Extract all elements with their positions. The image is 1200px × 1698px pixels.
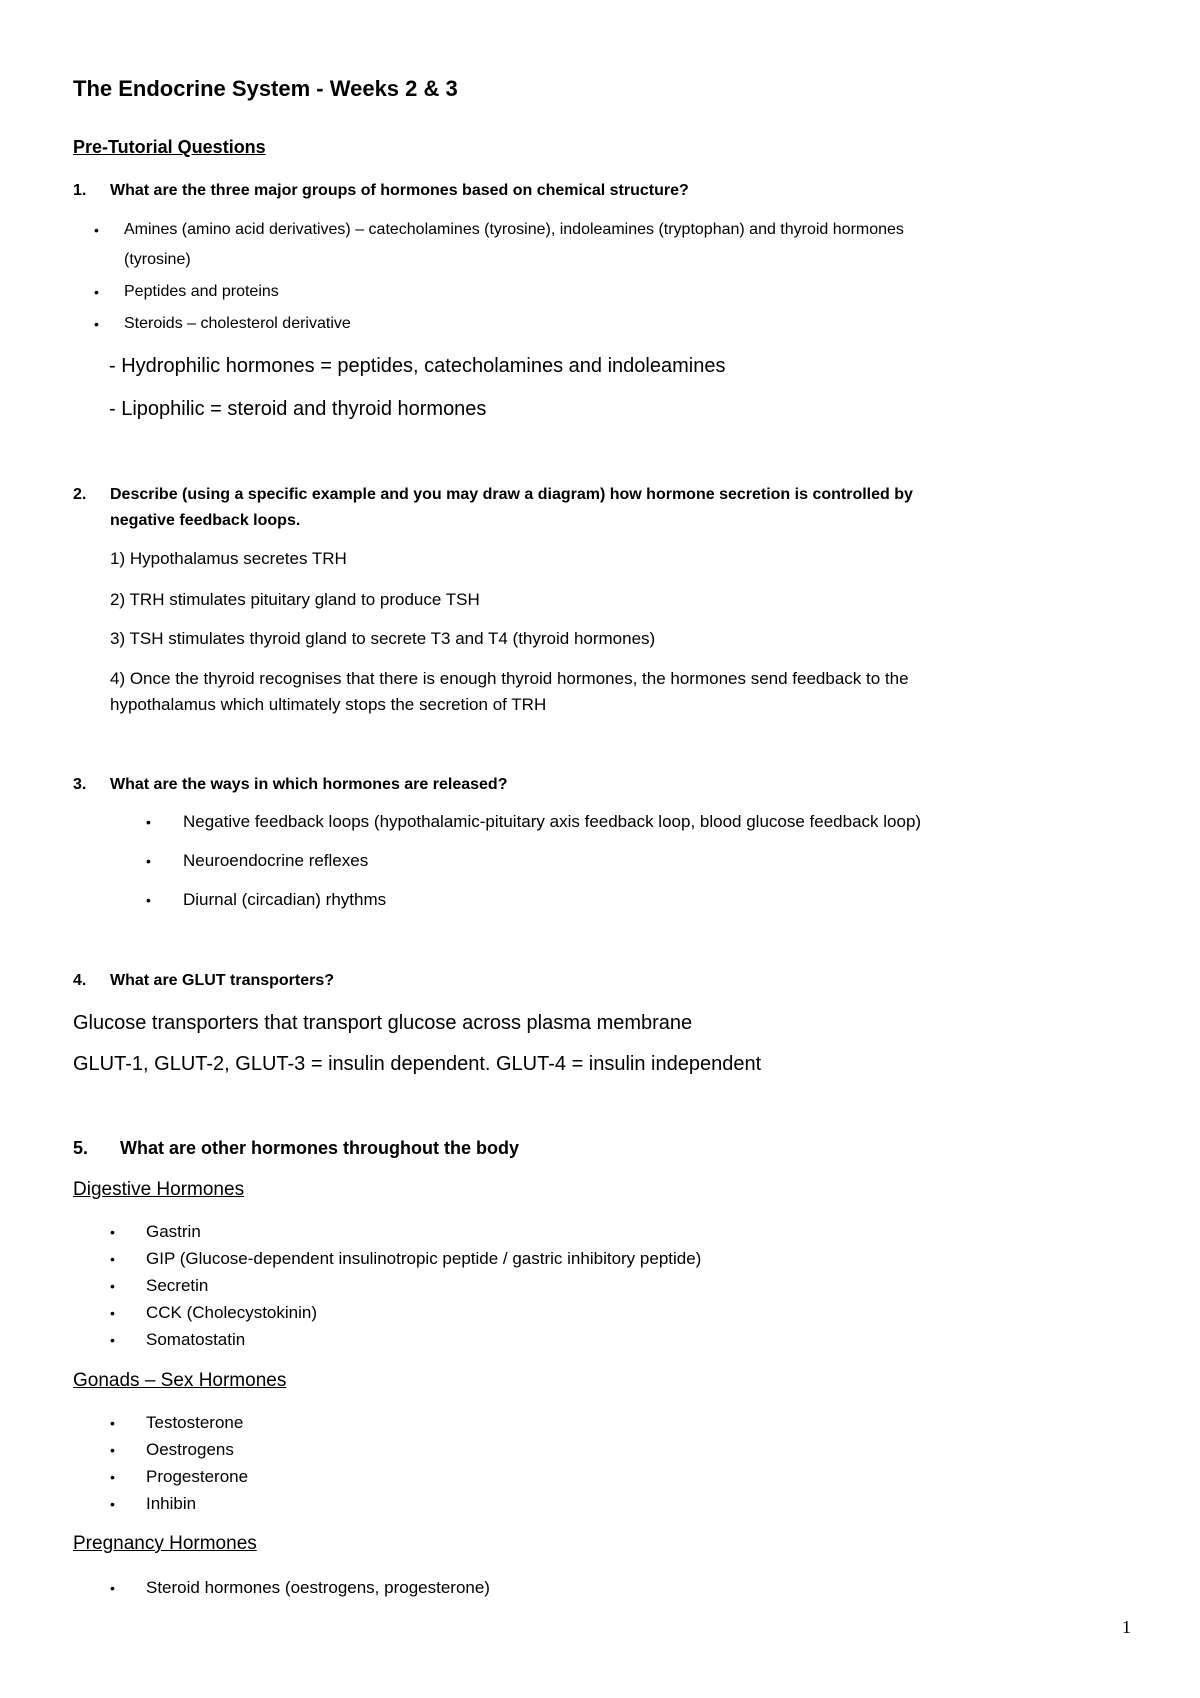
- bullet-icon: •: [110, 1496, 115, 1512]
- question-4-text: What are GLUT transporters?: [110, 972, 335, 989]
- q2-step-4-cont: hypothalamus which ultimately stops the secretion of TRH: [110, 695, 547, 714]
- bullet-icon: •: [110, 1305, 115, 1321]
- bullet-icon: •: [94, 284, 99, 300]
- q3-bullet-1: Negative feedback loops (hypothalamic-pituitary axis feedback loop, blood glucose feedback loop): [183, 812, 922, 831]
- question-2-text-line-1: Describe (using a specific example and you may draw a diagram) how hormone secretion is controlled by: [110, 486, 913, 503]
- digestive-item: CCK (Cholecystokinin): [146, 1303, 317, 1322]
- question-2-text-line-2: negative feedback loops.: [110, 512, 301, 529]
- bullet-icon: •: [110, 1224, 115, 1240]
- q1-bullet-1-cont: (tyrosine): [124, 251, 191, 268]
- digestive-item: GIP (Glucose-dependent insulinotropic peptide / gastric inhibitory peptide): [146, 1249, 702, 1268]
- question-2-number: 2.: [73, 486, 87, 503]
- sex-hormones-heading: Gonads – Sex Hormones: [73, 1370, 287, 1391]
- bullet-icon: •: [146, 814, 151, 830]
- question-4-number: 4.: [73, 972, 87, 989]
- q3-bullet-2: Neuroendocrine reflexes: [183, 851, 369, 870]
- q1-bullet-3: Steroids – cholesterol derivative: [124, 315, 351, 332]
- question-3-text: What are the ways in which hormones are released?: [110, 776, 508, 793]
- bullet-icon: •: [110, 1251, 115, 1267]
- bullet-icon: •: [146, 892, 151, 908]
- bullet-icon: •: [110, 1332, 115, 1348]
- page-number: 1: [1122, 1617, 1131, 1637]
- q4-answer-1: Glucose transporters that transport glucose across plasma membrane: [73, 1012, 693, 1034]
- bullet-icon: •: [94, 316, 99, 332]
- bullet-icon: •: [110, 1278, 115, 1294]
- digestive-hormones-heading: Digestive Hormones: [73, 1179, 245, 1200]
- bullet-icon: •: [110, 1415, 115, 1431]
- sex-hormone-item: Progesterone: [146, 1467, 249, 1486]
- digestive-item: Somatostatin: [146, 1330, 246, 1349]
- q1-bullet-2: Peptides and proteins: [124, 283, 279, 300]
- sex-hormone-item: Oestrogens: [146, 1440, 234, 1459]
- q2-step-1: 1) Hypothalamus secretes TRH: [110, 549, 347, 568]
- q1-note-2: - Lipophilic = steroid and thyroid hormones: [109, 398, 487, 420]
- bullet-icon: •: [94, 222, 99, 238]
- bullet-icon: •: [146, 853, 151, 869]
- pregnancy-hormones-heading: Pregnancy Hormones: [73, 1533, 257, 1554]
- q2-step-2: 2) TRH stimulates pituitary gland to produce TSH: [110, 590, 480, 609]
- question-1-number: 1.: [73, 182, 87, 199]
- q4-answer-2: GLUT-1, GLUT-2, GLUT-3 = insulin dependent. GLUT-4 = insulin independent: [73, 1053, 762, 1075]
- question-5-number: 5.: [73, 1138, 89, 1158]
- digestive-item: Gastrin: [146, 1222, 201, 1241]
- pregnancy-hormone-item: Steroid hormones (oestrogens, progesterone): [146, 1578, 490, 1597]
- sex-hormone-item: Testosterone: [146, 1413, 244, 1432]
- bullet-icon: •: [110, 1580, 115, 1596]
- bullet-icon: •: [110, 1469, 115, 1485]
- section-heading: Pre-Tutorial Questions: [73, 137, 266, 157]
- question-1-text: What are the three major groups of hormones based on chemical structure?: [110, 182, 689, 199]
- q3-bullet-3: Diurnal (circadian) rhythms: [183, 890, 387, 909]
- q2-step-3: 3) TSH stimulates thyroid gland to secrete T3 and T4 (thyroid hormones): [110, 629, 656, 648]
- question-5-text: What are other hormones throughout the body: [120, 1138, 519, 1158]
- q1-note-1: - Hydrophilic hormones = peptides, catecholamines and indoleamines: [109, 355, 726, 377]
- document-title: The Endocrine System - Weeks 2 & 3: [73, 76, 458, 101]
- q1-bullet-1: Amines (amino acid derivatives) – catecholamines (tyrosine), indoleamines (tryptophan) and thyroid hormones: [124, 221, 904, 238]
- bullet-icon: •: [110, 1442, 115, 1458]
- q2-step-4: 4) Once the thyroid recognises that there is enough thyroid hormones, the hormones send feedback to the: [110, 669, 909, 688]
- sex-hormone-item: Inhibin: [146, 1494, 197, 1513]
- digestive-item: Secretin: [146, 1276, 209, 1295]
- question-3-number: 3.: [73, 776, 87, 793]
